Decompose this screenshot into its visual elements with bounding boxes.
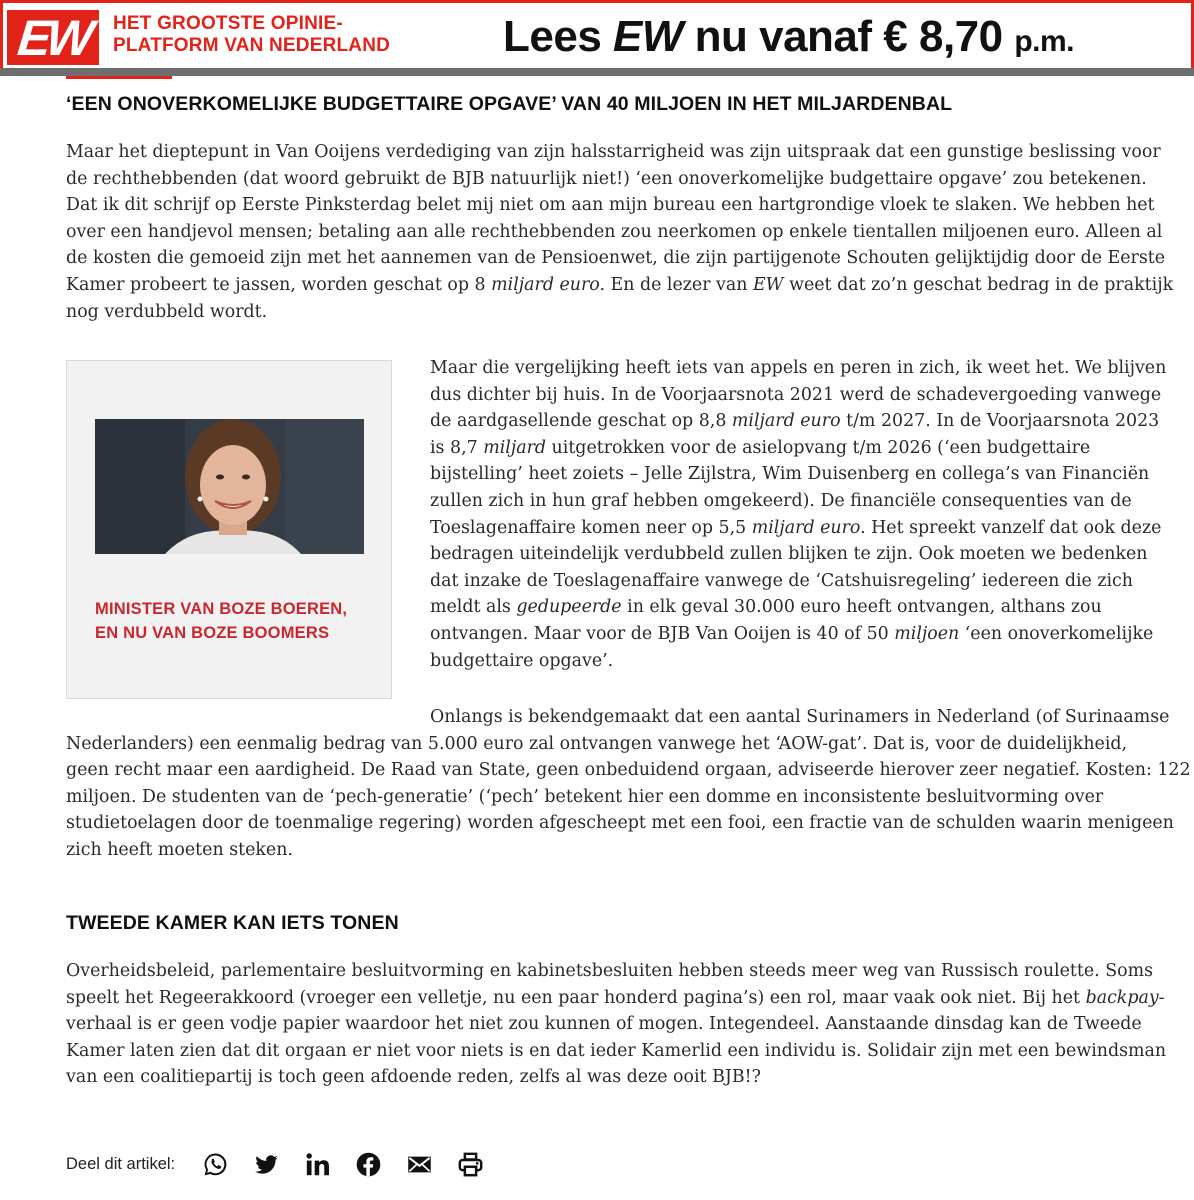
tagline-line-1: HET GROOTSTE OPINIE- bbox=[113, 13, 343, 34]
p2-emphasis: miljard bbox=[483, 437, 547, 458]
p4-text: - bbox=[1158, 987, 1165, 1008]
ew-logo-text: EW bbox=[14, 9, 92, 66]
section-heading-budget: ‘EEN ONOVERKOMELIJKE BUDGETTAIRE OPGAVE’ VAN 40 MILJOEN IN HET MILJARDENBAL bbox=[66, 93, 953, 115]
p3-line: geen recht maar een aardigheid. De Raad van State, geen onbeduidend orgaan, adviseerde hierover zeer negatief. Kosten: 122 bbox=[66, 760, 1191, 781]
p2-line bbox=[430, 435, 1160, 462]
p1-line: Dat ik dit schrijf op Eerste Pinksterdag belet mij niet om aan mijn bureau een hartgrondige vloek te slaken. We hebben het bbox=[66, 195, 1155, 216]
p2-line bbox=[430, 621, 1160, 648]
p2-text: de aardgasellende geschat op 8,8 bbox=[430, 411, 732, 432]
paragraph-2 bbox=[430, 355, 1167, 674]
promo-period: p.m. bbox=[1014, 25, 1075, 58]
p2-emphasis: miljard euro bbox=[731, 411, 841, 432]
p4-line bbox=[66, 985, 1165, 1012]
p1-text: weet dat zo’n geschat bedrag in de praktijk bbox=[783, 274, 1174, 295]
p3-line: Nederlanders) een eenmalig bedrag van 5.000 euro zal ontvangen vanwege het ‘AOW-gat’. Dat is, voor de duidelijkheid, bbox=[66, 733, 1128, 754]
p2-line: zullen zich in hun graf hebben omgekeerd). De financiële consequenties van de bbox=[430, 490, 1132, 511]
p1-text: En de lezer van bbox=[605, 274, 753, 295]
p3-line: zich heeft moeten steken. bbox=[66, 839, 293, 860]
twitter-icon[interactable] bbox=[252, 1150, 280, 1178]
p2-text: in elk geval 30.000 euro heeft ontvangen, althans zou bbox=[621, 597, 1102, 618]
linkedin-icon[interactable] bbox=[303, 1150, 331, 1178]
p2-line: bedragen uiteindelijk verdubbeld zullen blijken te zijn. Ook moeten we bedenken bbox=[430, 544, 1148, 565]
whatsapp-icon[interactable] bbox=[201, 1150, 229, 1178]
p1-line: Maar het dieptepunt in Van Ooijens verdediging van zijn halsstarrigheid was zijn uitspraak dat een gunstige beslissing voor bbox=[66, 142, 1161, 162]
p3-line: Onlangs is bekendgemaakt dat een aantal Surinamers in Nederland (of Surinaamse bbox=[430, 707, 1170, 727]
p4-text: speelt het Regeerakkoord (vroeger een velletje, nu een paar honderd pagina’s) een rol, maar vaak ook niet. Bij het bbox=[66, 987, 1086, 1008]
p2-line: dat inzake de Toeslagenaffaire vanwege de ‘Catshuisregeling’ iedereen die zich bbox=[430, 570, 1133, 591]
p2-emphasis: gedupeerde bbox=[516, 597, 622, 618]
p1-emphasis: EW bbox=[752, 274, 784, 295]
p2-emphasis: miljoen bbox=[894, 623, 960, 644]
p4-line: verhaal is er geen vodje papier waardoor het niet zou kunnen of mogen. Integendeel. Aanstaande dinsdag kan de Tweede bbox=[66, 1014, 1142, 1035]
p1-line: de rechthebbenden (dat woord gebruikt de BJB natuurlijk niet!) ‘een onoverkomelijke budgettaire opgave’ zou betekenen. bbox=[66, 168, 1147, 189]
p2-line bbox=[430, 594, 1160, 621]
p4-emphasis: backpay bbox=[1085, 987, 1159, 1008]
facebook-icon[interactable] bbox=[354, 1150, 382, 1178]
p2-text: ‘een onoverkomelijke bbox=[959, 623, 1154, 644]
section-heading-tweede-kamer: TWEEDE KAMER KAN IETS TONEN bbox=[66, 912, 399, 934]
p1-text: Kamer probeert te jassen, worden geschat op 8 bbox=[66, 274, 492, 295]
minister-photo bbox=[95, 419, 364, 554]
tagline-line-2: PLATFORM VAN NEDERLAND bbox=[113, 35, 391, 56]
p2-text: is 8,7 bbox=[430, 437, 484, 458]
p3-line: miljoen. De studenten van de ‘pech-generatie’ (‘pech’ betekent hier een domme en inconsistente besluitvorming over bbox=[66, 786, 1104, 807]
print-icon[interactable] bbox=[456, 1150, 484, 1178]
paragraph-4 bbox=[66, 958, 1167, 1091]
paragraph-1 bbox=[66, 139, 1174, 325]
p3-line: studietoelagen door de toenmalige regering) worden afgescheept met een fooi, een fractie van de schulden waarin menigeen bbox=[66, 813, 1174, 834]
promo-prefix: Lees bbox=[503, 12, 614, 61]
p2-text: Toeslagenaffaire komen neer op 5,5 bbox=[430, 517, 752, 538]
p2-line bbox=[430, 515, 1160, 542]
paragraph-3 bbox=[66, 704, 1191, 864]
p1-emphasis: miljard euro. bbox=[491, 274, 605, 295]
p4-line: Overheidsbeleid, parlementaire besluitvorming en kabinetsbesluiten hebben steeds meer weg van Russisch roulette. Soms bbox=[66, 961, 1154, 981]
promo-price: nu vanaf € 8,70 bbox=[682, 12, 1015, 61]
portrait-illustration bbox=[95, 419, 364, 554]
p2-text: ontvangen. Maar voor de BJB Van Ooijen is 40 of 50 bbox=[430, 623, 895, 644]
share-label: Deel dit artikel: bbox=[66, 1154, 176, 1173]
caption-line-1: MINISTER VAN BOZE BOEREN, bbox=[95, 600, 348, 618]
p1-line: over een handjevol mensen; betaling aan alle rechthebbenden zou neerkomen op enkele tientallen miljoenen euro. Alleen al bbox=[66, 221, 1163, 242]
p1-line: de kosten die gemoeid zijn met het aannemen van de Pensioenwet, die zijn partijgenote Schouten gelijktijdig door de Eerste bbox=[66, 248, 1166, 269]
banner-tagline bbox=[113, 13, 390, 57]
section-accent-rule bbox=[66, 76, 172, 79]
p2-line: bijstelling’ heet zoiets – Jelle Zijlstra, Wim Duisenberg en collega’s van Financiën bbox=[430, 464, 1150, 485]
aside-card bbox=[66, 360, 392, 699]
promo-banner-inner bbox=[0, 0, 1194, 68]
subscription-promo[interactable] bbox=[503, 11, 1074, 68]
p2-line: Maar die vergelijking heeft iets van appels en peren in zich, ik weet het. We blijven bbox=[430, 358, 1167, 378]
promo-brand: EW bbox=[613, 12, 683, 61]
p2-text: t/m 2027. In de Voorjaarsnota 2023 bbox=[840, 411, 1160, 432]
p4-line: Kamer laten zien dat dit orgaan er niet voor niets is en dat ieder Kamerlid een individu is. Solidair zijn met een bewindsman bbox=[66, 1040, 1167, 1061]
p2-line bbox=[430, 408, 1160, 435]
p4-line: van een coalitiepartij is toch geen afdoende reden, zelfs al was deze ooit BJB!? bbox=[66, 1067, 761, 1088]
photo-caption bbox=[95, 597, 375, 645]
p2-line: budgettaire opgave’. bbox=[430, 650, 614, 671]
caption-line-2: EN NU VAN BOZE BOOMERS bbox=[95, 624, 330, 642]
p2-text: Het spreekt vanzelf dat ook deze bbox=[865, 517, 1162, 538]
share-bar bbox=[66, 1148, 507, 1180]
p2-text: meldt als bbox=[430, 597, 517, 618]
promo-banner[interactable] bbox=[0, 0, 1194, 76]
p1-line: nog verdubbeld wordt. bbox=[66, 301, 268, 322]
p1-line bbox=[66, 272, 1174, 299]
ew-logo bbox=[7, 10, 99, 65]
p2-emphasis: miljard euro. bbox=[751, 517, 866, 538]
email-icon[interactable] bbox=[405, 1150, 433, 1178]
p2-text: uitgetrokken voor de asielopvang t/m 2026 (‘een budgettaire bbox=[546, 437, 1091, 458]
p2-line: dus dichter bij huis. In de Voorjaarsnota 2021 werd de schadevergoeding vanwege bbox=[430, 384, 1162, 405]
